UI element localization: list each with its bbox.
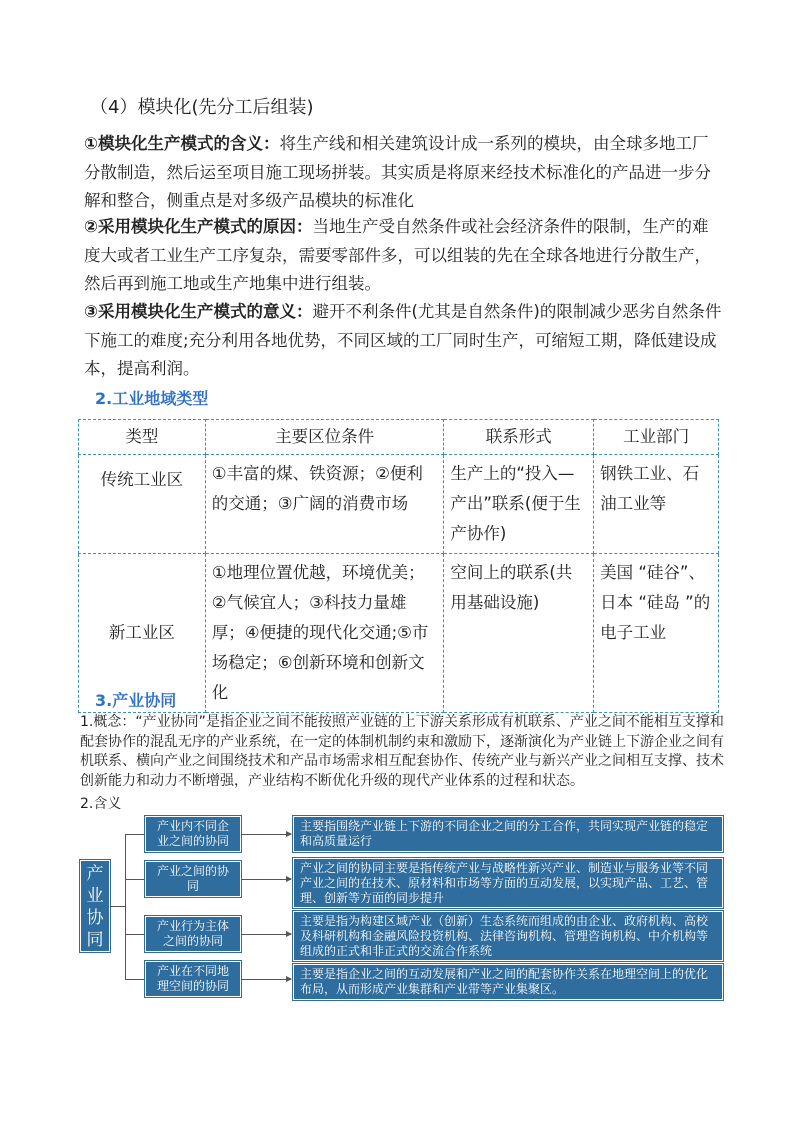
meaning-label: 2.含义 bbox=[80, 796, 122, 812]
industrial-zone-table bbox=[78, 419, 719, 713]
paragraph-lead: ①模块化生产模式的含义： bbox=[84, 134, 280, 153]
branch-node-spatial: 产业在不同地理空间的协同 bbox=[145, 961, 241, 997]
heading-industry-synergy: 3.产业协同 bbox=[95, 691, 177, 710]
branch-description: 主要是指企业之间的互动发展和产业之间的配套协作关系在地理空间上的优化布局，从而形成产业集群和产业带等产业集聚区。 bbox=[293, 964, 723, 1000]
paragraph-text: 避开不利条件(尤其是自然条件)的限制减少恶劣自然条件下施工的难度;充分利用各地优势，不同区域的工厂同时生产，可缩短工期，降低建设成本，提高利润。 bbox=[84, 302, 722, 378]
connector-line bbox=[125, 979, 145, 980]
paragraph-significance bbox=[84, 298, 724, 384]
root-char: 协 bbox=[86, 908, 104, 928]
cell-type: 新工业区 bbox=[79, 554, 206, 713]
root-char: 产 bbox=[86, 864, 104, 884]
table-row bbox=[79, 455, 719, 554]
heading-industrial-zone-types: 2.工业地域类型 bbox=[95, 389, 209, 408]
header-type: 类型 bbox=[79, 420, 206, 455]
branch-description: 产业之间的协同主要是指传统产业与战略性新兴产业、制造业与服务业等不同产业之间的在技术、原材料和市场等方面的互动发展，以实现产品、工艺、管理、创新等方面的同步提升 bbox=[293, 858, 723, 908]
connector-line bbox=[125, 834, 126, 979]
cell-link: 空间上的联系(共用基础设施) bbox=[444, 554, 594, 713]
paragraph-lead: ③采用模块化生产模式的意义： bbox=[84, 302, 313, 321]
header-link: 联系形式 bbox=[444, 420, 594, 455]
header-sector: 工业部门 bbox=[594, 420, 719, 455]
arrow-connector bbox=[241, 934, 291, 935]
connector-line bbox=[125, 934, 145, 935]
table-header-row bbox=[79, 420, 719, 455]
concept-paragraph: 1.概念：“产业协同”是指企业之间不能按照产业链的上下游关系形成有机联系、产业之间不能相互支撑和配套协作的混乱无序的产业系统，在一定的体制机制约束和激励下，逐渐演化为产业链上下游企业之间有机联系、横向产业之间围绕技术和产品市场需求相互配套协作、传统产业与新兴产业之间相互支撑、技术创新能力和动力不断增强，产业结构不断优化升级的现代产业体系的过程和状态。 bbox=[80, 714, 724, 789]
root-node bbox=[80, 860, 110, 952]
root-char: 业 bbox=[86, 886, 104, 906]
paragraph-meaning bbox=[84, 130, 724, 216]
cell-conditions: ①丰富的煤、铁资源；②便利的交通；③广阔的消费市场 bbox=[205, 455, 444, 554]
arrow-connector bbox=[241, 879, 291, 880]
cell-link: 生产上的“投入—产出”联系(便于生产协作) bbox=[444, 455, 594, 554]
paragraph-lead: ②采用模块化生产模式的原因： bbox=[84, 217, 313, 236]
connector-line bbox=[110, 906, 125, 907]
cell-conditions: ①地理位置优越，环境优美；②气候宜人；③科技力量雄厚；④便捷的现代化交通;⑤市场稳定；⑥创新环境和创新文化 bbox=[205, 554, 444, 713]
paragraph-text: 当地生产受自然条件或社会经济条件的限制，生产的难度大或者工业生产工序复杂，需要零部件多，可以组装的先在全球各地进行分散生产，然后再到施工地或生产地集中进行组装。 bbox=[84, 217, 711, 293]
branch-node-inter-industry: 产业之间的协同 bbox=[145, 861, 241, 897]
branch-node-actors: 产业行为主体之间的协同 bbox=[145, 916, 241, 952]
cell-sector: 美国 “硅谷”、日本 “硅岛 ”的电子工业 bbox=[594, 554, 719, 713]
arrow-connector bbox=[241, 834, 291, 835]
connector-line bbox=[125, 834, 145, 835]
cell-sector: 钢铁工业、石油工业等 bbox=[594, 455, 719, 554]
root-char: 同 bbox=[86, 930, 104, 950]
arrow-connector bbox=[241, 979, 291, 980]
connector-line bbox=[125, 879, 145, 880]
paragraph-reason bbox=[84, 213, 724, 299]
branch-description: 主要是指为构建区域产业（创新）生态系统而组成的由企业、政府机构、高校及科研机构和金融风险投资机构、法律咨询机构、管理咨询机构、中介机构等组成的正式和非正式的交流合作系统 bbox=[293, 911, 723, 961]
paragraph-text: 将生产线和相关建筑设计成一系列的模块，由全球多地工厂分散制造，然后运至项目施工现场拼装。其实质是将原来经技术标准化的产品进一步分解和整合，侧重点是对多级产品模块的标准化 bbox=[84, 134, 711, 210]
header-conditions: 主要区位条件 bbox=[205, 420, 444, 455]
section-title-modular: （4）模块化(先分工后组装) bbox=[90, 97, 314, 118]
branch-description: 主要指围绕产业链上下游的不同企业之间的分工合作，共同实现产业链的稳定和高质量运行 bbox=[293, 816, 723, 852]
cell-type: 传统工业区 bbox=[79, 455, 206, 554]
branch-node-intra-industry: 产业内不同企业之间的协同 bbox=[145, 816, 241, 852]
